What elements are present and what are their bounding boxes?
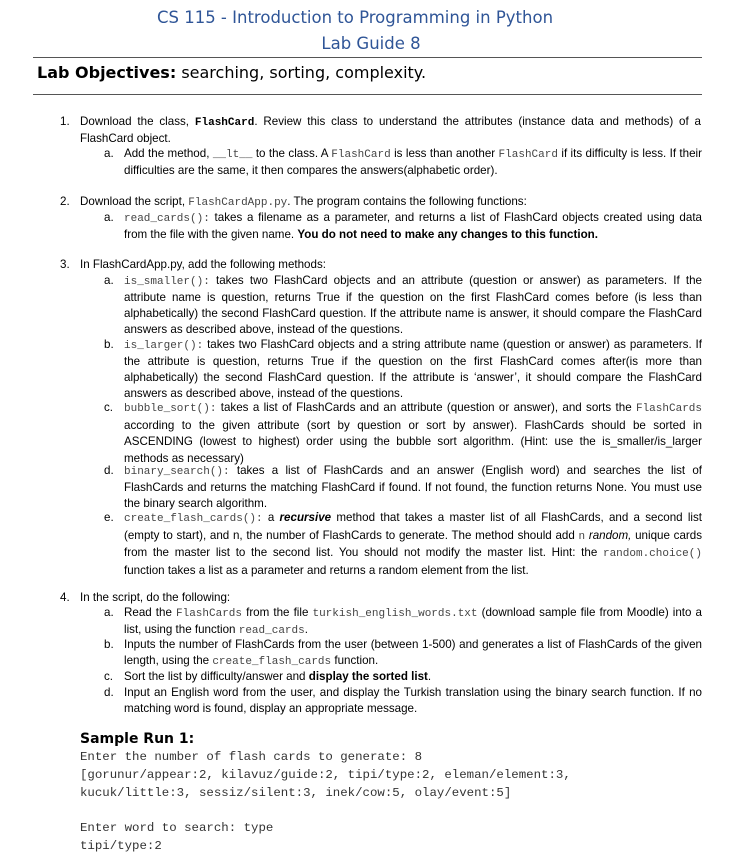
item-number: 3. (60, 258, 70, 271)
item-3a-text: is_smaller(): takes two FlashCard objects and an attribute (question or answer) as parameters. If the attribute name is question, returns True if the question on the first FlashCard comes before (is less than alphabetically) the second FlashCard question. If the attribute name is answer, it should compare the FlashCard answers as described above, instead of the questions. (124, 274, 702, 336)
item-3c-text: bubble_sort(): takes a list of FlashCards and an attribute (question or answer), and sorts the FlashCards according to the given attribute (sort by question or sort by answer). FlashCards should be sorted in ASCENDING (lowest to highest) order using the bubble sort algorithm. (Hint: use the is_smaller/is_larger methods as necessary) (124, 401, 702, 465)
objectives-label: Lab Objectives: (37, 63, 177, 82)
lab-objectives (37, 63, 426, 82)
sample-line: kucuk/little:3, sessiz/silent:3, inek/cow:5, olay/event:5] (80, 786, 512, 800)
lab-guide-title: Lab Guide 8 (321, 34, 421, 53)
item-2-text: Download the script, FlashCardApp.py. The program contains the following functions: (80, 195, 527, 209)
item-4d-text: Input an English word from the user, and display the Turkish translation using the binary search function. If no matching word is found, display an appropriate message. (124, 686, 702, 715)
sample-line: Enter the number of flash cards to generate: 8 (80, 750, 423, 764)
sample-line: tipi/type:2 (80, 839, 162, 853)
sample-line: Enter word to search: type (80, 821, 274, 835)
item-number: 2. (60, 195, 70, 208)
item-number: 1. (60, 115, 70, 128)
item-number: 4. (60, 591, 70, 604)
item-2a-text: read_cards(): takes a filename as a parameter, and returns a list of FlashCard objects created using data from the file with the given name. You do not need to make any changes to this function. (124, 211, 702, 241)
item-3b-text: is_larger(): takes two FlashCard objects and a string attribute name (question or answer) as parameters. If the attribute is question, returns True if the question on the first FlashCard comes after(is more than alphabetically) the second FlashCard question. If the attribute is ‘answer’, it should compare the FlashCard answers as described above, instead of the questions. (124, 338, 702, 400)
item-1a-text: Add the method, __lt__ to the class. A FlashCard is less than another FlashCard if its difficulty is less. If their difficulties are the same, it then compares the answers(alphabetic order). (124, 147, 702, 177)
objectives-divider (33, 94, 702, 95)
item-4-text: In the script, do the following: (80, 591, 231, 604)
item-4c-text: Sort the list by difficulty/answer and display the sorted list. (124, 670, 432, 683)
objectives-text: searching, sorting, complexity. (176, 63, 427, 82)
sample-run-title: Sample Run 1: (80, 731, 195, 747)
item-1-text: Download the class, FlashCard. Review this class to understand the attributes (instance data and methods) of a FlashCard object. (80, 115, 702, 145)
item-4b-text: Inputs the number of FlashCards from the user (between 1-500) and generates a list of FlashCards of the given length, using the create_flash_cards function. (124, 638, 702, 668)
item-3d-text: binary_search(): takes a list of FlashCards and an answer (English word) and searches the list of FlashCards and returns the matching FlashCard if found. If not found, the function returns None. You must use the binary search algorithm. (124, 464, 702, 510)
item-3-text: In FlashCardApp.py, add the following methods: (80, 258, 326, 271)
flashcard-class-name: FlashCard (194, 117, 255, 129)
top-divider (33, 57, 702, 58)
item-4a-text: Read the FlashCards from the file turkish_english_words.txt (download sample file from Moodle) into a list, using the function read_cards. (124, 606, 703, 637)
course-title: CS 115 - Introduction to Programming in Python (156, 8, 554, 27)
item-3e-text: create_flash_cards(): a recursive method that takes a master list of all FlashCards, and a second list (empty to start), and n, the number of FlashCards to generate. The method should add n random, unique cards from the master list to the second list. You should not modify the master list. Hint: the random.choice() function takes a list as a parameter and returns a random element from the list. (124, 511, 703, 577)
sample-line: [gorunur/appear:2, kilavuz/guide:2, tipi/type:2, eleman/element:3, (80, 768, 571, 782)
